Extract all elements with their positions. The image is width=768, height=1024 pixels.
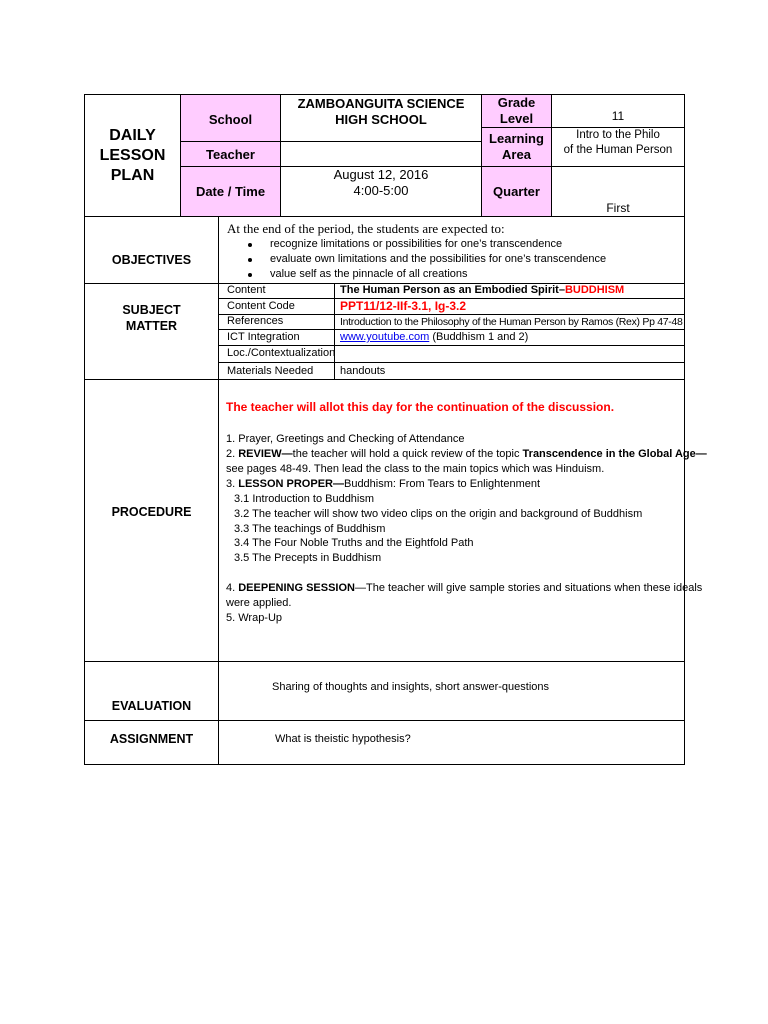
subject-key-materials xyxy=(218,362,335,380)
assignment-content-cell xyxy=(218,720,685,765)
area-label-line-1: Learning xyxy=(489,131,544,146)
bullet-icon xyxy=(248,243,252,247)
subject-value-text xyxy=(340,284,624,296)
subject-value-ict xyxy=(334,329,685,346)
area-value-line-1: Intro to the Philo xyxy=(576,129,660,141)
evaluation-label: EVALUATION xyxy=(111,699,192,713)
content-code-value: PPT11/12-IIf-3.1, Ig-3.2 xyxy=(340,299,467,313)
procedure-label: PROCEDURE xyxy=(111,505,192,519)
procedure-content-cell xyxy=(218,379,707,662)
datetime-value-cell xyxy=(280,166,482,217)
quarter-value: First xyxy=(606,201,630,215)
title-line-3: PLAN xyxy=(110,166,155,184)
step-1: 1. Prayer, Greetings and Checking of Attendance xyxy=(226,433,465,445)
substep-3-5: 3.5 The Precepts in Buddhism xyxy=(234,552,382,564)
evaluation-content-cell xyxy=(218,661,685,721)
step-3-number: 3. xyxy=(226,478,239,490)
school-name-line-1: ZAMBOANGUITA SCIENCE xyxy=(297,96,465,111)
step-2-number: 2. xyxy=(226,448,239,460)
grade-label-line-1: Grade xyxy=(497,95,536,110)
subject-key-label: ICT Integration xyxy=(227,331,300,343)
bullet-icon xyxy=(248,258,252,262)
subject-matter-label-line-2: MATTER xyxy=(125,319,178,333)
subject-key-label: Content xyxy=(227,284,266,296)
quarter-value-cell xyxy=(551,166,685,217)
subject-matter-label-cell xyxy=(84,283,219,380)
area-label-cell xyxy=(481,127,552,167)
area-value-line-2: of the Human Person xyxy=(563,144,673,156)
evaluation-label-cell xyxy=(84,661,219,721)
subject-matter-label-line-1: SUBJECT xyxy=(122,303,181,317)
subject-key-label: Content Code xyxy=(227,300,295,312)
school-name-line-2: HIGH SCHOOL xyxy=(335,112,427,127)
step-3-heading: LESSON PROPER— xyxy=(238,478,344,490)
procedure-note: The teacher will allot this day for the continuation of the discussion. xyxy=(226,400,615,414)
content-topic: The Human Person as an Embodied Spirit– xyxy=(340,284,565,296)
objective-item-1: recognize limitations or possibilities for one’s transcendence xyxy=(270,238,563,250)
step-5: 5. Wrap-Up xyxy=(226,612,283,624)
grade-label-cell xyxy=(481,94,552,128)
procedure-label-cell xyxy=(84,379,219,662)
assignment-label-cell xyxy=(84,720,219,765)
subject-key-content-code xyxy=(218,298,335,315)
subject-key-references xyxy=(218,314,335,330)
school-label: School xyxy=(208,111,253,127)
date-value: August 12, 2016 xyxy=(333,167,429,182)
step-2-topic: Transcendence in the Global Age— xyxy=(522,448,707,460)
bullet-icon xyxy=(248,273,252,277)
step-3-text: Buddhism: From Tears to Enlightenment xyxy=(343,478,541,490)
subject-value-content xyxy=(334,283,685,299)
step-4-text: —The teacher will give sample stories and situations when these ideals xyxy=(355,582,703,594)
substep-3-2: 3.2 The teacher will show two video clips on the origin and background of Buddhism xyxy=(234,508,643,520)
time-value: 4:00-5:00 xyxy=(353,183,409,198)
title-line-1: DAILY xyxy=(109,126,156,144)
step-2-heading: REVIEW— xyxy=(238,448,293,460)
teacher-value-cell xyxy=(280,141,482,167)
grade-value: 11 xyxy=(611,109,625,123)
content-topic-highlight: BUDDHISM xyxy=(564,284,625,296)
step-4 xyxy=(226,582,702,594)
ict-value-text: (Buddhism 1 and 2) xyxy=(429,331,529,343)
datetime-label: Date / Time xyxy=(195,184,266,199)
step-2 xyxy=(226,448,707,460)
references-value: Introduction to the Philosophy of the Human Person by Ramos (Rex) Pp 47-48 xyxy=(340,316,683,328)
quarter-label-cell xyxy=(481,166,552,217)
school-label-cell xyxy=(180,94,281,142)
substep-3-1: 3.1 Introduction to Buddhism xyxy=(234,493,375,505)
grade-label-line-2: Level xyxy=(499,111,534,126)
objectives-label-cell xyxy=(84,216,219,284)
step-2-line-2: see pages 48-49. Then lead the class to the main topics which was Hinduism. xyxy=(226,463,605,475)
teacher-label-cell xyxy=(180,141,281,167)
subject-key-label: References xyxy=(227,315,284,327)
youtube-link[interactable]: www.youtube.com xyxy=(340,331,430,343)
subject-value-references xyxy=(334,314,685,330)
objective-item-3: value self as the pinnacle of all creations xyxy=(270,268,468,280)
teacher-label: Teacher xyxy=(206,146,255,162)
subject-value-materials xyxy=(334,362,685,380)
step-4-line-2: were applied. xyxy=(226,597,292,609)
step-2-text: the teacher will hold a quick review of the topic xyxy=(292,448,523,460)
subject-value-localization xyxy=(334,345,685,363)
title-line-2: LESSON xyxy=(99,146,166,164)
substep-3-4: 3.4 The Four Noble Truths and the Eightfold Path xyxy=(234,537,474,549)
subject-key-content xyxy=(218,283,335,299)
grade-value-cell xyxy=(551,94,685,128)
subject-key-localization xyxy=(218,345,335,363)
step-3 xyxy=(226,478,540,490)
title-cell xyxy=(84,94,181,217)
step-4-heading: DEEPENING SESSION xyxy=(238,582,355,594)
step-4-number: 4. xyxy=(226,582,239,594)
subject-key-label: Loc./Contextualization xyxy=(227,347,336,359)
assignment-label: ASSIGNMENT xyxy=(109,732,194,746)
school-value-cell xyxy=(280,94,482,142)
quarter-label: Quarter xyxy=(493,184,540,199)
datetime-label-cell xyxy=(180,166,281,217)
objectives-content-cell xyxy=(218,216,685,284)
objectives-label: OBJECTIVES xyxy=(111,253,192,267)
materials-value: handouts xyxy=(340,365,386,377)
subject-key-ict xyxy=(218,329,335,346)
evaluation-text: Sharing of thoughts and insights, short answer-questions xyxy=(272,681,549,693)
assignment-text: What is theistic hypothesis? xyxy=(275,733,411,745)
objective-item-2: evaluate own limitations and the possibilities for one’s transcendence xyxy=(270,253,607,265)
ict-value xyxy=(340,331,528,343)
subject-value-content-code xyxy=(334,298,685,315)
substep-3-3: 3.3 The teachings of Buddhism xyxy=(234,523,386,535)
area-label-line-2: Area xyxy=(502,147,531,162)
area-value-cell xyxy=(551,127,685,167)
subject-key-label: Materials Needed xyxy=(227,365,314,377)
objectives-intro: At the end of the period, the students are expected to: xyxy=(227,221,505,236)
